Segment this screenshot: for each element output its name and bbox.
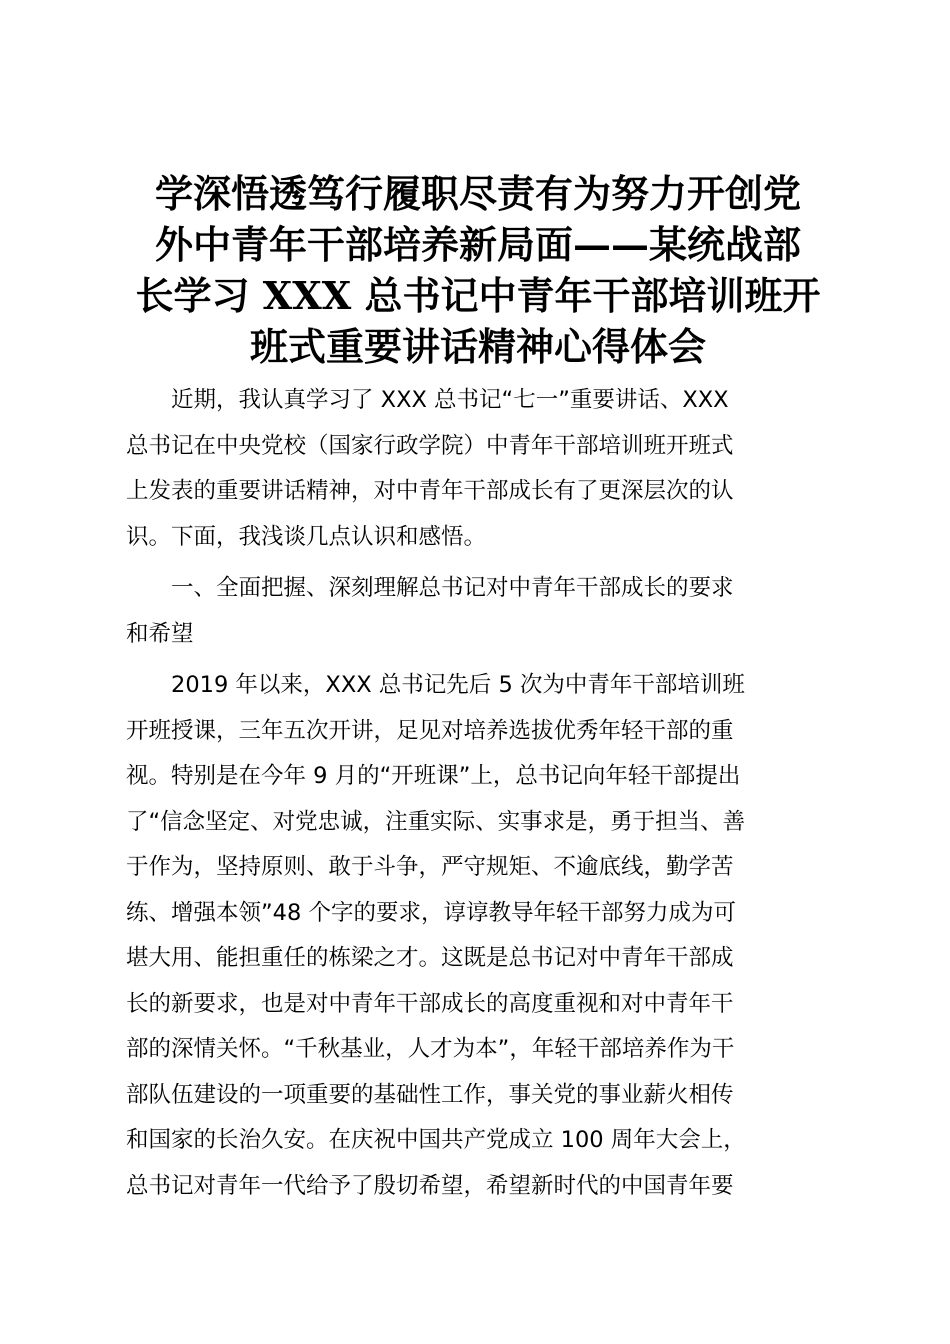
paragraph-section-1 xyxy=(126,663,830,1209)
text-line: 于作为，坚持原则、敢于斗争，严守规矩、不逾底线，勤学苦 xyxy=(126,854,734,880)
text-line: 长的新要求，也是对中青年干部成长的高度重视和对中青年干 xyxy=(126,990,734,1017)
text-line: 总书记对青年一代给予了殷切希望，希望新时代的中国青年要 xyxy=(126,1172,734,1199)
title-line: 学深悟透笃行履职尽责有为努力开创党 xyxy=(154,171,801,216)
text-line: 和希望 xyxy=(126,620,194,647)
text-line: 部的深情关怀。“千秋基业，人才为本”，年轻干部培养作为干 xyxy=(126,1036,735,1062)
paragraph-intro xyxy=(126,378,830,560)
text-line: 了“信念坚定、对党忠诚，注重实际、实事求是，勇于担当、善 xyxy=(126,808,746,835)
text-line: 上发表的重要讲话精神，对中青年干部成长有了更深层次的认 xyxy=(126,478,734,504)
text-line: 视。特别是在今年 9 月的“开班课”上，总书记向年轻干部提出 xyxy=(126,763,741,789)
document-body xyxy=(126,378,830,1209)
title-line: 班式重要讲话精神心得体会 xyxy=(249,324,706,369)
text-line: 和国家的长治久安。在庆祝中国共产党成立 100 周年大会上， xyxy=(126,1127,746,1153)
text-line: 一、全面把握、深刻理解总书记对中青年干部成长的要求 xyxy=(126,575,734,601)
text-line: 2019 年以来，XXX 总书记先后 5 次为中青年干部培训班 xyxy=(126,672,745,698)
title-line: 长学习 XXX 总书记中青年干部培训班开 xyxy=(135,273,821,318)
text-line: 总书记在中央党校（国家行政学院）中青年干部培训班开班式 xyxy=(126,432,734,459)
text-line: 开班授课，三年五次开讲，足见对培养选拔优秀年轻干部的重 xyxy=(126,717,734,744)
text-line: 堪大用、能担重任的栋梁之才。这既是总书记对中青年干部成 xyxy=(126,945,734,971)
text-line: 部队伍建设的一项重要的基础性工作，事关党的事业薪火相传 xyxy=(126,1081,734,1108)
text-line: 近期，我认真学习了 XXX 总书记“七一”重要讲话、XXX xyxy=(126,387,729,413)
text-line: 识。下面，我浅谈几点认识和感悟。 xyxy=(126,523,487,550)
section-heading-1 xyxy=(126,566,830,657)
text-line: 练、增强本领”48 个字的要求，谆谆教导年轻干部努力成为可 xyxy=(126,899,736,926)
title-line: 外中青年干部培养新局面——某统战部 xyxy=(154,222,801,267)
document-title xyxy=(126,168,830,372)
